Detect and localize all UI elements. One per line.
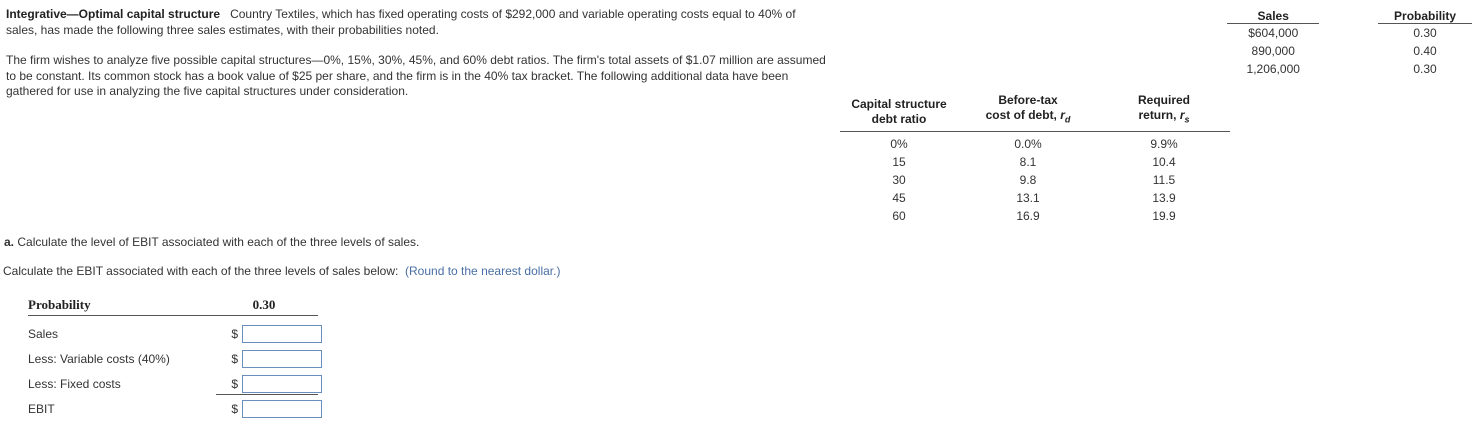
ebit-form-header [28,297,318,316]
sales-cell: 890,000 [1251,44,1295,58]
dollar-sign: $ [231,376,238,391]
sales-input[interactable] [242,325,322,343]
required-return-cell: 11.5 [1152,173,1176,188]
table-row [1227,24,1472,43]
table-row [1227,60,1472,78]
part-a-label: a. [4,235,15,249]
dollar-sign: $ [231,326,238,341]
ebit-form [28,297,322,421]
probability-value: 0.30 [252,297,276,312]
table-row [840,132,1230,154]
required-return-cell: 13.9 [1152,191,1176,206]
probability-cell: 0.30 [1413,62,1437,76]
debt-ratio-cell: 60 [892,209,906,224]
sales-row [28,321,322,346]
problem-paragraph-2: The firm wishes to analyze five possible capital structures—0%, 15%, 30%, 45%, and 60% debt ratios. The firm's total assets of $1.07 million are assumed to be constant. Its common stock has a book value of $25 per share, and the firm is in the 40% tax bracket. The following additional data have been gathered for use in analyzing the five capital structures under consideration. [6,53,826,98]
required-return-cell: 10.4 [1152,155,1176,170]
ebit-input[interactable] [242,400,322,418]
table-row [840,189,1230,207]
variable-costs-row [28,346,322,371]
cost-of-debt-cell: 13.1 [1016,191,1040,206]
table-row [1227,42,1472,60]
problem-intro-text: Country Textiles, which has fixed operating costs of $292,000 and variable operating costs equal to 40% of sales, has made the following three sales estimates, with their probabilities noted. [6,7,796,37]
fixed-costs-row [28,371,322,396]
instruction-main: Calculate the EBIT associated with each of the three levels of sales below: [3,264,399,278]
sales-header: Sales [1227,8,1319,24]
fixed-costs-input[interactable] [242,375,322,393]
row-label: Sales [28,326,59,341]
cost-of-debt-cell: 0.0% [1014,137,1042,152]
probability-cell: 0.40 [1413,44,1437,58]
part-a-text: Calculate the level of EBIT associated with each of the three levels of sales. [17,235,420,249]
row-label: Less: Variable costs (40%) [28,351,170,366]
problem-statement [6,7,826,100]
dollar-sign: $ [231,401,238,416]
cost-of-debt-cell: 16.9 [1016,209,1040,224]
problem-intro [6,7,826,38]
variable-costs-input[interactable] [242,350,322,368]
total-divider [216,394,318,395]
row-label: Less: Fixed costs [28,376,121,391]
sales-probability-table [1227,8,1472,78]
ebit-row [28,396,322,421]
cost-of-debt-cell: 8.1 [1019,155,1037,170]
instruction-text [3,264,560,278]
probability-cell: 0.30 [1413,26,1437,40]
capital-structure-table [840,93,1230,225]
part-a-question [4,235,419,249]
row-label: EBIT [28,401,55,416]
dollar-sign: $ [231,351,238,366]
debt-ratio-cell: 15 [892,155,906,170]
header-gap [1319,8,1378,24]
debt-ratio-header: Capital structure debt ratio [840,93,958,132]
required-return-cell: 19.9 [1152,209,1176,224]
cost-of-debt-header: Before-tax cost of debt, $r_d$ [958,93,1098,132]
problem-title: Integrative—Optimal capital structure [6,7,221,21]
table-row [840,207,1230,225]
sales-cell: 1,206,000 [1246,62,1300,76]
probability-header: Probability [1378,8,1472,24]
sales-cell: $604,000 [1248,26,1299,40]
debt-ratio-cell: 30 [892,173,906,188]
rounding-hint: (Round to the nearest dollar.) [405,264,561,278]
cost-of-debt-cell: 9.8 [1019,173,1037,188]
required-return-cell: 9.9% [1150,137,1178,152]
required-return-header: Required return, $r_s$ [1098,93,1230,132]
table-row [840,171,1230,189]
debt-ratio-cell: 0% [890,137,908,152]
table-row [840,153,1230,171]
probability-label: Probability [28,297,91,312]
debt-ratio-cell: 45 [892,191,906,206]
